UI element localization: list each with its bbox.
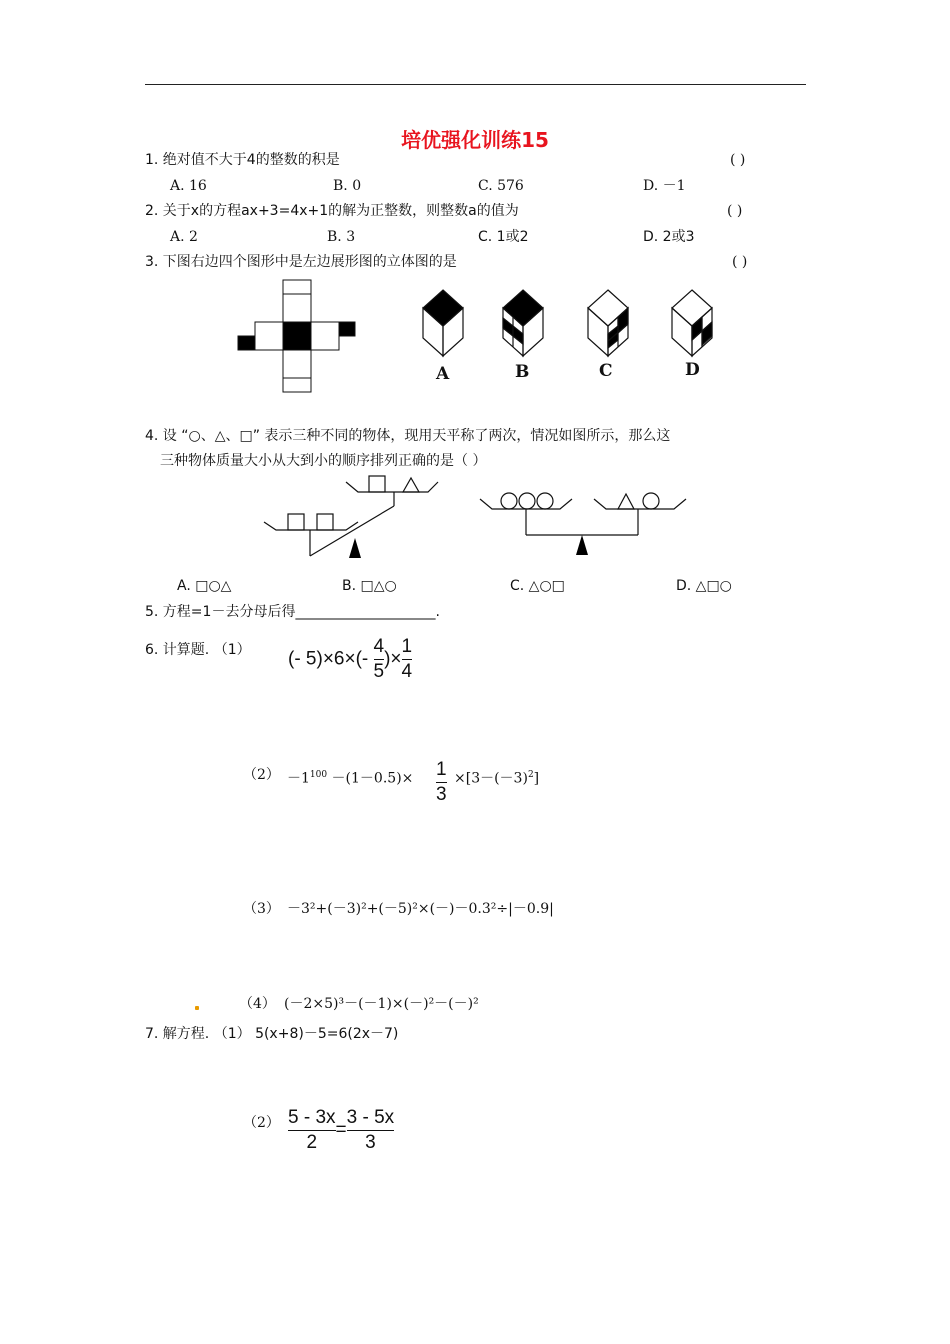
q6-part1-expression xyxy=(288,636,412,683)
q4-option-d: D. △□○ xyxy=(676,578,732,594)
header-rule xyxy=(145,84,806,85)
cube-label-a: A xyxy=(436,364,450,384)
q6-part4-label: （4） xyxy=(239,996,276,1012)
cube-option-b-figure xyxy=(501,288,547,360)
q5-text: 5. 方程=1－去分母后得____________________. xyxy=(145,604,440,620)
q1-answer-paren: ( ) xyxy=(730,152,746,168)
q1-option-b: B. 0 xyxy=(333,178,362,194)
orange-dot-mark xyxy=(195,1006,199,1010)
cube-label-d: D xyxy=(685,360,700,380)
balance-scale-2-figure xyxy=(478,485,690,560)
q4-option-c: C. △○□ xyxy=(510,578,565,594)
q7-part2-label: （2） xyxy=(243,1115,280,1131)
q6-part2-text-c: ×[3－(－3) xyxy=(454,770,528,787)
q6-part2-text-a: －1 xyxy=(287,770,310,787)
q1-stem: 1. 绝对值不大于4的整数的积是 xyxy=(145,152,340,168)
q6-part1-fraction-1 xyxy=(374,636,385,683)
denominator: 4 xyxy=(401,661,413,682)
denominator: 5 xyxy=(373,661,385,682)
q2-option-a: A. 2 xyxy=(170,229,198,245)
q6-stem: 6. 计算题. （1） xyxy=(145,642,251,658)
page-title: 培优强化训练15 xyxy=(401,128,549,152)
cube-option-d-figure xyxy=(670,288,716,360)
q4-stem-line1: 4. 设 “○、△、□” 表示三种不同的物体，现用天平称了两次，情况如图所示，那么这 xyxy=(145,428,671,444)
numerator: 3 - 5x xyxy=(346,1107,395,1128)
cube-label-b: B xyxy=(515,362,530,382)
numerator: 1 xyxy=(401,636,413,657)
q4-option-b: B. □△○ xyxy=(342,578,397,594)
q2-option-d: D. 2或3 xyxy=(643,229,695,245)
q6-part3-label: （3） xyxy=(243,901,280,917)
cube-label-c: C xyxy=(599,361,613,381)
q1-option-a: A. 16 xyxy=(170,178,207,194)
q7-part2-fraction-right xyxy=(347,1107,395,1154)
numerator: 1 xyxy=(436,759,447,780)
denominator: 3 xyxy=(436,784,447,805)
q7-part2-fraction-left xyxy=(288,1107,336,1154)
q6-part2-text-b: －(1－0.5)× xyxy=(327,770,414,787)
q6-part2-label: （2） xyxy=(243,767,280,783)
equals-sign: = xyxy=(335,1119,347,1141)
q6-part1-text-a: (- 5)×6×(- xyxy=(288,648,374,670)
q6-part1-fraction-2 xyxy=(402,636,413,683)
q4-option-a: A. □○△ xyxy=(177,578,232,594)
q6-part1-text-b: )× xyxy=(384,648,402,670)
balance-scale-1-figure xyxy=(262,470,442,562)
q1-option-d: D. －1 xyxy=(643,178,686,194)
q7-stem: 7. 解方程. （1） 5(x+8)－5=6(2x－7) xyxy=(145,1026,399,1042)
denominator: 2 xyxy=(306,1132,318,1153)
q7-part2-equation xyxy=(288,1107,394,1154)
q6-part2-expression xyxy=(287,766,413,788)
q3-answer-paren: ( ) xyxy=(732,254,748,270)
q2-option-c: C. 1或2 xyxy=(478,229,529,245)
denominator: 3 xyxy=(365,1132,376,1153)
q6-part3-expression: －3²+(－3)²+(－5)²×(－)－0.3²÷|－0.9| xyxy=(287,901,554,917)
q4-stem-line2: 三种物体质量大小从大到小的顺序排列正确的是（ ） xyxy=(160,453,487,469)
q6-part4-expression: (－2×5)³－(－1)×(－)²－(－)² xyxy=(284,996,479,1012)
q6-part2-expression-tail xyxy=(454,766,539,788)
q3-stem: 3. 下图右边四个图形中是左边展形图的立体图的是 xyxy=(145,254,457,270)
cube-option-c-figure xyxy=(586,288,632,360)
q6-part2-text-e: ] xyxy=(533,770,540,787)
numerator: 5 - 3x xyxy=(288,1107,336,1128)
cube-option-a-figure xyxy=(421,288,467,360)
q2-stem: 2. 关于x的方程ax+3=4x+1的解为正整数，则整数a的值为 xyxy=(145,203,519,219)
q1-option-c: C. 576 xyxy=(478,178,524,194)
q6-part2-fraction xyxy=(436,759,447,806)
q6-part2-exponent-2: 2 xyxy=(527,770,534,780)
q2-option-b: B. 3 xyxy=(327,229,356,245)
q2-answer-paren: ( ) xyxy=(727,203,743,219)
numerator: 4 xyxy=(373,636,385,657)
cube-net-figure xyxy=(236,276,358,396)
q6-part2-exponent: 100 xyxy=(309,770,328,780)
